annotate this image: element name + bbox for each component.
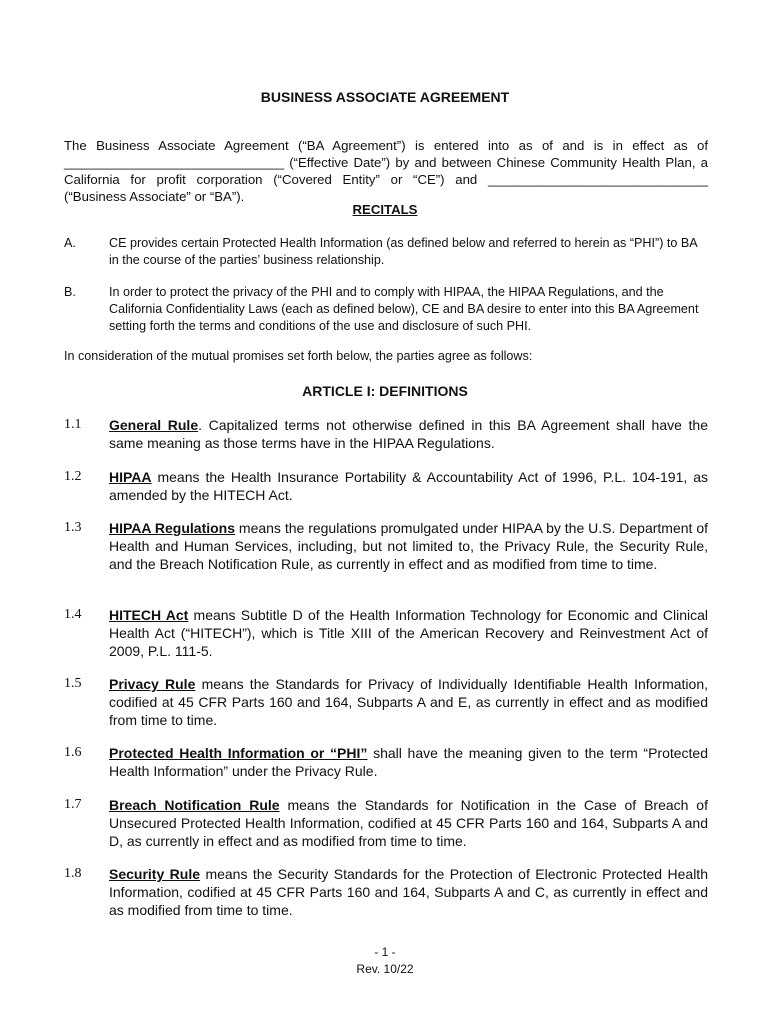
recital-letter: A. <box>64 236 76 250</box>
definition-number: 1.1 <box>64 417 82 432</box>
definition-number: 1.3 <box>64 520 82 535</box>
definition-number: 1.8 <box>64 866 82 881</box>
definition-text: means Subtitle D of the Health Information Technology for Economic and Clinical Health Act (“HITECH”), which is Title XIII of the American Recovery and Reinvestment Act of 2009, P.L. 111-5. <box>109 607 708 659</box>
revision-label: Rev. 10/22 <box>356 962 414 976</box>
intro-paragraph: The Business Associate Agreement (“BA Agreement”) is entered into as of and is in effect as of ______________________________ (“Effective Date”) by and between Chinese Community Health Plan, a California for profit corporation (“Covered Entity” or “CE”) and ______________________________ (“Business Associate” or “BA”). <box>64 138 708 204</box>
definition-text: . Capitalized terms not otherwise defined in this BA Agreement shall have the same meaning as those terms have in the HIPAA Regulations. <box>109 417 708 451</box>
definition-term: General Rule <box>109 417 199 433</box>
definition-number: 1.4 <box>64 607 82 622</box>
definition-term: Security Rule <box>109 866 201 882</box>
recital-text: CE provides certain Protected Health Information (as defined below and referred to herein as “PHI”) to BA in the course of the parties’ business relationship. <box>109 236 698 267</box>
definition-term: HIPAA Regulations <box>109 520 236 536</box>
definition-text: means the Standards for Privacy of Individually Identifiable Health Information, codified at 45 CFR Parts 160 and 164, Subparts A and E, as currently in effect and as modified from time to time. <box>109 676 708 728</box>
definition-text: means the Health Insurance Portability & Accountability Act of 1996, P.L. 104-191, as amended by the HITECH Act. <box>109 469 708 503</box>
recital-text: In order to protect the privacy of the PHI and to comply with HIPAA, the HIPAA Regulations, and the California Confidentiality Laws (each as defined below), CE and BA desire to enter into this BA Agreement setting forth the terms and conditions of the use and disclosure of such PHI. <box>109 285 699 333</box>
recitals-heading: RECITALS <box>352 202 418 217</box>
definition-term: Privacy Rule <box>109 676 196 692</box>
definition-term: Breach Notification Rule <box>109 797 280 813</box>
recital-letter: B. <box>64 285 76 299</box>
article-heading: ARTICLE I: DEFINITIONS <box>302 383 468 399</box>
page-number: - 1 - <box>374 945 396 959</box>
definition-term: HITECH Act <box>109 607 189 623</box>
definition-text: shall have the meaning given to the term “Protected Health Information” under the Privacy Rule. <box>109 745 709 779</box>
definition-term: HIPAA <box>109 469 152 485</box>
definition-number: 1.7 <box>64 797 82 812</box>
consideration-paragraph: In consideration of the mutual promises set forth below, the parties agree as follows: <box>64 349 533 363</box>
definition-text: means the regulations promulgated under HIPAA by the U.S. Department of Health and Human Services, including, but not limited to, the Privacy Rule, the Security Rule, and the Breach Notification Rule, as currently in effect and as modified from time to time. <box>109 520 708 572</box>
definition-text: means the Security Standards for the Protection of Electronic Protected Health Information, codified at 45 CFR Parts 160 and 164, Subparts A and C, as currently in effect and as modified from time to time. <box>109 866 708 918</box>
document-title: BUSINESS ASSOCIATE AGREEMENT <box>260 89 510 105</box>
definition-text: means the Standards for Notification in the Case of Breach of Unsecured Protected Health Information, codified at 45 CFR Parts 160 and 164, Subparts A and D, as currently in effect and as modified from time to time. <box>109 797 708 849</box>
definition-number: 1.5 <box>64 676 82 691</box>
definition-number: 1.2 <box>64 469 82 484</box>
definition-term: Protected Health Information or “PHI” <box>109 745 368 761</box>
definition-number: 1.6 <box>64 745 82 760</box>
